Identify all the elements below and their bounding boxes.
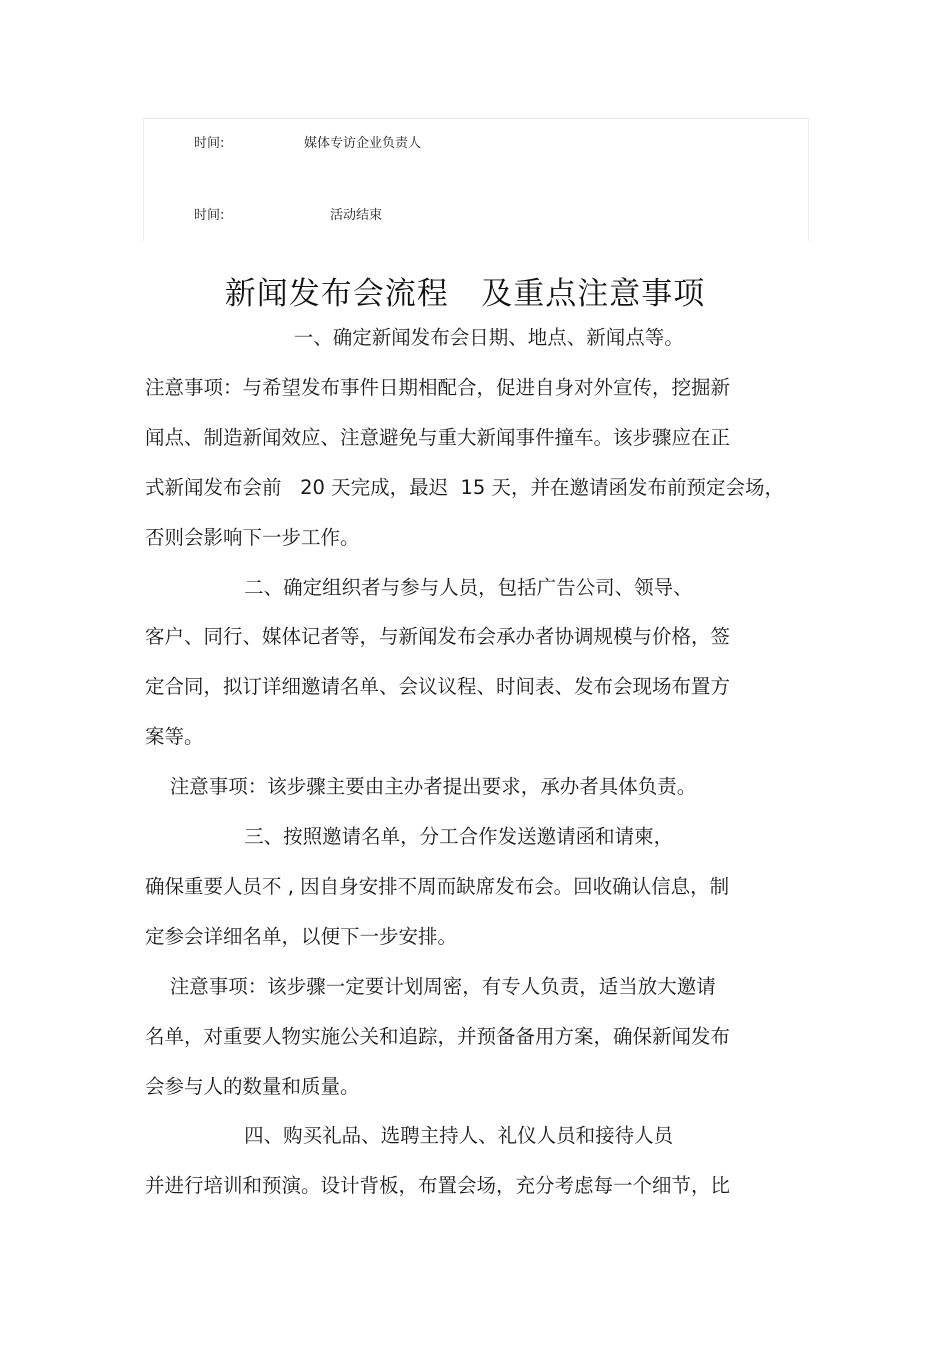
time-activity: 活动结束 xyxy=(330,208,383,223)
body-line: 注意事项：该步骤主要由主办者提出要求，承办者具体负责。 xyxy=(145,775,697,799)
body-line: 客户、同行、媒体记者等，与新闻发布会承办者协调规模与价格，签 xyxy=(145,625,731,649)
body-line: 式新闻发布会前 20 天完成，最迟 15 天，并在邀请函发布前预定会场， xyxy=(145,475,785,499)
body-line: 闻点、制造新闻效应、注意避免与重大新闻事件撞车。该步骤应在正 xyxy=(145,425,731,449)
body-line: 案等。 xyxy=(145,725,204,749)
body-line: 否则会影响下一步工作。 xyxy=(145,525,360,549)
body-line: 定合同，拟订详细邀请名单、会议议程、时间表、发布会现场布置方 xyxy=(145,675,731,699)
body-line: 名单，对重要人物实施公关和追踪，并预备备用方案，确保新闻发布 xyxy=(145,1024,731,1048)
body-line: 三、按照邀请名单，分工合作发送邀请函和请柬， xyxy=(145,825,674,848)
body-line: 四、购买礼品、选聘主持人、礼仪人员和接待人员 xyxy=(145,1124,674,1148)
body-line: 确保重要人员不 , 因自身安排不周而缺席发布会。回收确认信息，制 xyxy=(145,874,730,898)
body-line: 二、确定组织者与参与人员，包括广告公司、领导、 xyxy=(145,575,693,599)
body-line: 注意事项：该步骤一定要计划周密，有专人负责，适当放大邀请 xyxy=(145,974,716,998)
body-line: 注意事项：与希望发布事件日期相配合，促进自身对外宣传，挖掘新 xyxy=(145,375,731,399)
time-activity: 媒体专访企业负责人 xyxy=(304,136,422,151)
body-line: 一、确定新闻发布会日期、地点、新闻点等。 xyxy=(145,326,684,349)
document-title: 新闻发布会流程 及重点注意事项 xyxy=(224,276,706,312)
body-line: 定参会详细名单，以便下一步安排。 xyxy=(145,924,458,948)
body-line: 并进行培训和预演。设计背板，布置会场，充分考虑每一个细节，比 xyxy=(145,1174,731,1198)
body-line: 会参与人的数量和质量。 xyxy=(145,1074,360,1098)
time-label: 时间: xyxy=(194,208,225,223)
header-info-box xyxy=(143,118,809,241)
time-label: 时间: xyxy=(194,136,225,151)
